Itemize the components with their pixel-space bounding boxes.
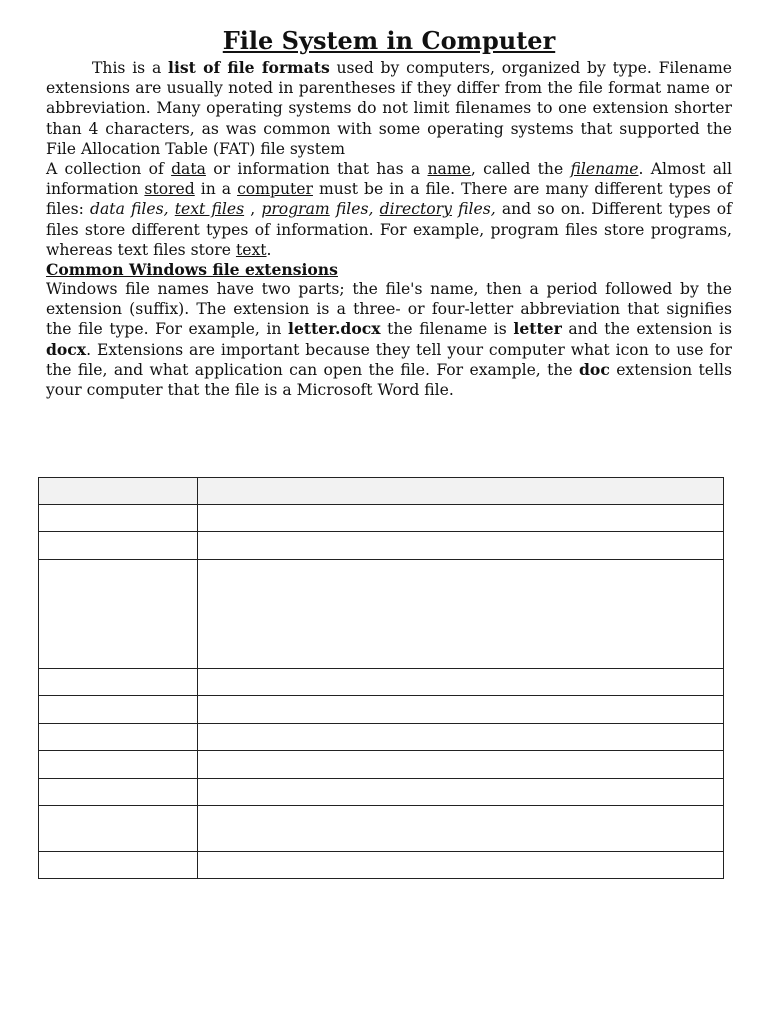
collection-text-5: in a bbox=[200, 180, 232, 199]
table-cell bbox=[39, 532, 198, 560]
collection-text-9: files, bbox=[458, 200, 496, 219]
collection-text-7: , bbox=[250, 200, 256, 219]
intro-text-2: used by computers, organized by type. Filename extensions are usually noted in parentheses if they differ from the file format name or abbreviation. Many operating systems do not limit filenames to one extension shorter than 4 characters, as was common with some operating systems that supported the File Allocation Table (FAT) file system bbox=[46, 59, 732, 158]
table-cell bbox=[198, 751, 724, 779]
table-header-row bbox=[39, 478, 724, 505]
table-cell bbox=[198, 779, 724, 806]
document-page bbox=[46, 26, 732, 400]
link-data[interactable]: data bbox=[171, 160, 206, 179]
header-cell-description bbox=[198, 478, 724, 505]
table-cell bbox=[39, 806, 198, 852]
windows-text-1: Windows file names have two parts; the file's name, then a period followed by the extension (suffix). The extension is a three- or four-letter abbreviation that signifies the file type. For example, in bbox=[46, 280, 732, 339]
table-cell bbox=[39, 560, 198, 669]
collection-text-8: files, bbox=[335, 200, 374, 219]
table-row bbox=[39, 751, 724, 779]
table-cell bbox=[198, 669, 724, 696]
table-row bbox=[39, 532, 724, 560]
table-cell bbox=[39, 724, 198, 751]
header-cell-extension bbox=[39, 478, 198, 505]
example-filename: letter.docx bbox=[288, 319, 381, 339]
intro-text-1: This is a bbox=[92, 59, 162, 77]
table-cell bbox=[198, 505, 724, 532]
windows-paragraph bbox=[46, 279, 732, 400]
table-cell bbox=[198, 696, 724, 724]
extensions-table bbox=[38, 477, 724, 879]
intro-paragraph bbox=[46, 58, 732, 159]
example-extension: docx bbox=[46, 339, 87, 359]
link-text[interactable]: text bbox=[235, 240, 267, 259]
table-cell bbox=[198, 560, 724, 669]
table-cell bbox=[198, 532, 724, 560]
windows-text-5: extension tells your computer that the file is a Microsoft Word file. bbox=[46, 360, 732, 400]
collection-paragraph bbox=[46, 159, 732, 260]
collection-text-11: . bbox=[266, 240, 272, 259]
example-name: letter bbox=[513, 319, 562, 339]
collection-text-6: must be in a file. There are many different types of files: bbox=[46, 180, 732, 219]
section-heading: Common Windows file extensions bbox=[46, 260, 338, 280]
windows-text-2: the filename is bbox=[387, 320, 507, 339]
link-program[interactable]: program bbox=[261, 200, 330, 219]
table-cell bbox=[39, 696, 198, 724]
windows-text-3: and the extension is bbox=[568, 320, 732, 339]
collection-text-1: A collection of bbox=[46, 160, 164, 179]
table-row bbox=[39, 505, 724, 532]
example-doc: doc bbox=[579, 359, 610, 379]
table-cell bbox=[198, 724, 724, 751]
collection-text-10: and so on. Different types of files store different types of information. For example, program files store programs, whereas text files store bbox=[46, 200, 732, 259]
table-cell bbox=[39, 669, 198, 696]
table-cell bbox=[39, 852, 198, 879]
table-cell bbox=[39, 779, 198, 806]
intro-bold-link[interactable]: list of file formats bbox=[168, 58, 330, 77]
table-row bbox=[39, 724, 724, 751]
collection-text-2: or information that has a bbox=[213, 160, 421, 179]
collection-text-3: , called the bbox=[470, 160, 564, 179]
table-row bbox=[39, 852, 724, 879]
link-text-files[interactable]: text files bbox=[174, 200, 245, 219]
table-row bbox=[39, 806, 724, 852]
link-directory[interactable]: directory bbox=[379, 200, 452, 219]
link-computer[interactable]: computer bbox=[237, 180, 313, 199]
windows-text-4: . Extensions are important because they tell your computer what icon to use for the file, and what application can open the file. For example, the bbox=[46, 340, 732, 379]
table-row bbox=[39, 696, 724, 724]
table-cell bbox=[39, 505, 198, 532]
table-cell bbox=[198, 806, 724, 852]
link-filename[interactable]: filename bbox=[570, 160, 639, 179]
link-data-files[interactable]: data files, bbox=[90, 200, 169, 219]
link-stored[interactable]: stored bbox=[144, 180, 195, 199]
table-cell bbox=[39, 751, 198, 779]
collection-text-4: . Almost all information bbox=[46, 160, 733, 199]
table-row bbox=[39, 560, 724, 669]
page-title: File System in Computer bbox=[222, 26, 556, 55]
table-row bbox=[39, 669, 724, 696]
link-name[interactable]: name bbox=[427, 160, 471, 179]
table-row bbox=[39, 779, 724, 806]
table-cell bbox=[198, 852, 724, 879]
